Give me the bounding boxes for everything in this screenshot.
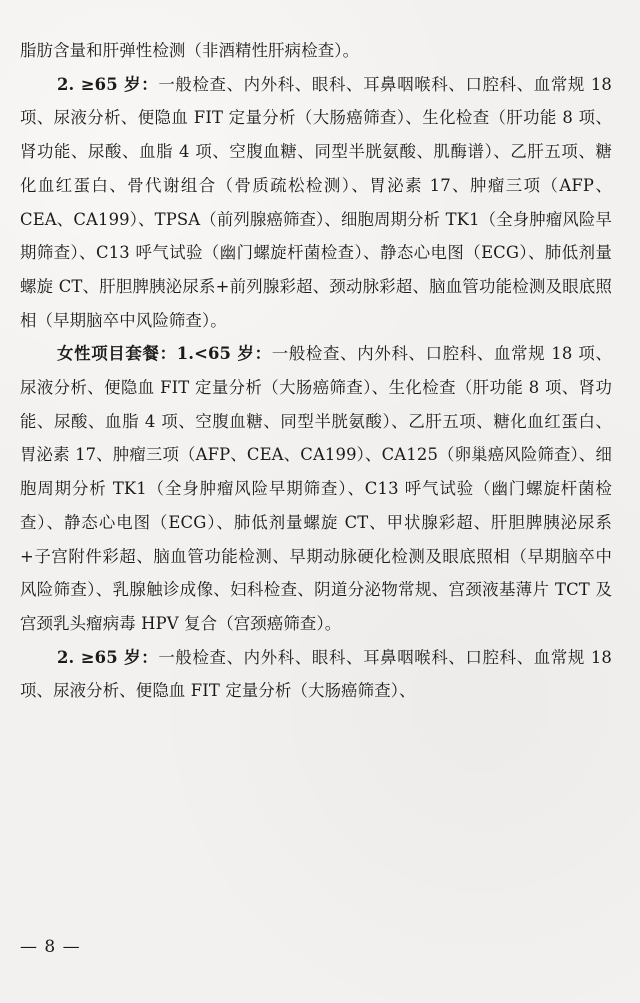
paragraph-text: 一般检查、内外科、眼科、耳鼻咽喉科、口腔科、血常规 18 项、尿液分析、便隐血 FIT 定量分析（大肠癌筛查）、生化检查（肝功能 8 项、肾功能、尿酸、血脂 4 项、空腹血糖、同型半胱氨酸、肌酶谱）、乙肝五项、糖化血红蛋白、骨代谢组合（骨质疏松检测）、胃泌素 17、肿瘤三项（AFP、CEA、CA199）、TPSA（前列腺癌筛查）、细胞周期分析 TK1（全身肿瘤风险早期筛查）、C13 呼气试验（幽门螺旋杆菌检查）、静态心电图（ECG）、肺低剂量螺旋 CT、肝胆脾胰泌尿系+前列腺彩超、颈动脉彩超、脑血管功能检测及眼底照相（早期脑卒中风险筛查）。 xyxy=(20,74,613,330)
age-group-heading: 2. ≥65 岁： xyxy=(57,74,159,94)
document-body xyxy=(20,34,612,708)
paragraph-text: 一般检查、内外科、口腔科、血常规 18 项、尿液分析、便隐血 FIT 定量分析（大肠癌筛查）、生化检查（肝功能 8 项、肾功能、尿酸、血脂 4 项、空腹血糖、同型半胱氨酸）、乙肝五项、糖化血红蛋白、胃泌素 17、肿瘤三项（AFP、CEA、CA199）、CA125（卵巢癌风险筛查）、细胞周期分析 TK1（全身肿瘤风险早期筛查）、C13 呼气试验（幽门螺旋杆菌检查）、静态心电图（ECG）、肺低剂量螺旋 CT、甲状腺彩超、肝胆脾胰泌尿系+子宫附件彩超、脑血管功能检测、早期动脉硬化检测及眼底照相（早期脑卒中风险筛查）、乳腺触诊成像、妇科检查、阴道分泌物常规、宫颈液基薄片 TCT 及宫颈乳头瘤病毒 HPV 复合（宫颈癌筛查）。 xyxy=(20,344,612,633)
paragraph-male-65-plus xyxy=(20,68,612,338)
page-number: — 8 — xyxy=(20,937,81,957)
paragraph-female-under65 xyxy=(20,337,612,640)
paragraph-text: 脂肪含量和肝弹性检测（非酒精性肝病检查）。 xyxy=(20,41,360,60)
paragraph-female-65-plus xyxy=(20,641,612,708)
paragraph-male-under65-end xyxy=(20,34,612,68)
paragraph-text: 一般检查、内外科、眼科、耳鼻咽喉科、口腔科、血常规 18 项、尿液分析、便隐血 FIT 定量分析（大肠癌筛查）、 xyxy=(20,647,613,701)
age-group-heading: 2. ≥65 岁： xyxy=(57,647,159,667)
female-package-heading: 女性项目套餐：1.<65 岁： xyxy=(57,344,272,364)
